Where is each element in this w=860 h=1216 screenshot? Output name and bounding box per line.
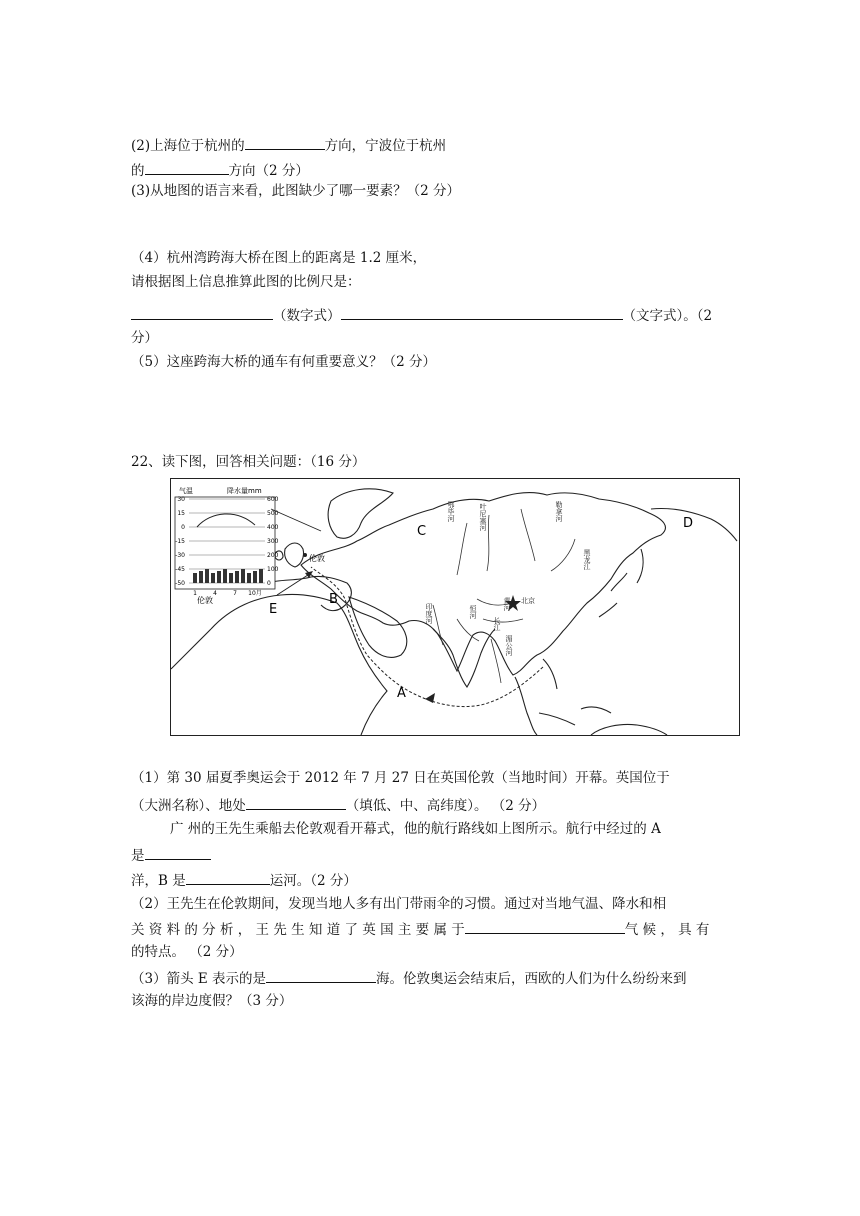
precip-tick-label: 300 (267, 538, 279, 545)
q22-part2-line1: （2）王先生在伦敦期间，发现当地人多有出门带雨伞的习惯。通过对当地气温、降水和相 (131, 896, 667, 912)
q21-part2-text-c: 的 (131, 163, 145, 179)
precip-bar (247, 573, 251, 583)
london-dot (303, 553, 307, 557)
place-label-ob: 鄂毕河 (447, 501, 455, 522)
precip-tick-label: 400 (267, 524, 279, 531)
temp-tick-label: 30 (177, 496, 185, 503)
q22-part1-text-a: （大洲名称）、地处 (131, 798, 246, 814)
q21-part4-numeric-label: （数字式） (273, 308, 341, 324)
answer-blank[interactable] (145, 845, 211, 860)
place-label-indus: 印度河 (425, 603, 433, 624)
rivers (433, 509, 575, 683)
climate-precip-label: 降水量mm (227, 487, 262, 495)
q22-part1-line5 (131, 870, 357, 890)
q21-part2-line1 (131, 135, 446, 155)
q21-part4-line2: 请根据图上信息推算此图的比例尺是： (131, 274, 361, 290)
precip-bar (241, 569, 245, 583)
place-label-mekong: 湄公河 (505, 635, 513, 656)
precip-bar (223, 569, 227, 583)
place-label-huanghe: 黄河 (503, 597, 511, 611)
label-letter-a: A (397, 686, 406, 701)
precip-tick-label: 0 (267, 580, 271, 587)
temp-tick-label: -45 (175, 566, 185, 573)
q21-part2-text-b: 方向，宁波位于杭州 (324, 138, 447, 154)
q22-part1-line4 (131, 845, 211, 865)
q21-part5: （5）这座跨海大桥的通车有何重要意义？（2 分） (131, 354, 436, 370)
climate-temp-label: 气温 (179, 487, 193, 495)
place-label-ganges: 恒河 (469, 605, 477, 619)
answer-blank[interactable] (246, 795, 346, 810)
precip-bar (253, 571, 257, 583)
answer-blank[interactable] (465, 919, 625, 934)
q22-part1-line3: 广 州的王先生乘船去伦敦观看开幕式，他的航行路线如上图所示。航行中经过的 A (170, 821, 661, 837)
q22-part3-line1 (131, 968, 687, 988)
q22-part1-text-d: 洋，B 是 (131, 873, 186, 889)
precip-bar (211, 573, 215, 583)
month-tick-label: 10月 (248, 590, 262, 597)
q21-part4-line4: 分） (131, 330, 158, 346)
temp-tick-label: -30 (175, 552, 185, 559)
precip-bar (217, 571, 221, 583)
answer-blank[interactable] (266, 968, 376, 983)
temp-tick-label: 0 (181, 524, 185, 531)
label-letter-c: C (417, 524, 427, 539)
london-map-label: 伦敦 (309, 554, 325, 563)
place-label-beijing: 北京 (521, 597, 535, 605)
place-label-lena: 勒拿河 (555, 501, 563, 522)
place-label-changjiang: 长江 (493, 617, 501, 631)
q21-part2-text-d: 方向（2 分） (228, 163, 309, 179)
precip-bar (199, 571, 203, 583)
label-letter-b: B (329, 592, 338, 607)
q21-part4-line3 (131, 305, 712, 325)
precip-bar (259, 569, 263, 583)
month-tick-label: 7 (233, 590, 237, 597)
month-tick-label: 1 (193, 590, 197, 597)
q22-part3-line2: 该海的岸边度假？（3 分） (131, 993, 293, 1009)
precip-tick-label: 500 (267, 510, 279, 517)
precip-bar (229, 573, 233, 583)
precip-bar (235, 571, 239, 583)
label-letter-e: E (269, 602, 278, 617)
map-svg (171, 479, 739, 735)
q22-part1-text-b: （填低、中、高纬度）。 （2 分） (345, 798, 546, 814)
label-letter-d: D (683, 516, 694, 531)
precip-tick-label: 600 (267, 496, 279, 503)
temp-tick-label: 15 (177, 510, 185, 517)
precip-tick-label: 200 (267, 552, 279, 559)
q21-part4-line1: （4）杭州湾跨海大桥在图上的距离是 1.2 厘米， (131, 250, 427, 266)
q22-part2-text-a: 关 资 料 的 分 析 ， 王 先 生 知 道 了 英 国 主 要 属 于 (131, 922, 465, 938)
precip-tick-label: 100 (267, 566, 279, 573)
q22-part1-text-c: 是 (131, 848, 145, 864)
answer-blank[interactable] (131, 305, 273, 320)
q22-part2-text-b: 气 候 ， 具 有 (624, 922, 710, 938)
q22-part1-line2 (131, 795, 545, 815)
q22-title: 22、读下图，回答相关问题：（16 分） (131, 454, 366, 470)
q22-part2-line3: 的特点。 （2 分） (131, 944, 243, 960)
q22-part1-text-e: 运河。（2 分） (269, 873, 357, 889)
world-map-figure (170, 478, 740, 736)
place-label-amur: 黑龙江 (583, 549, 591, 570)
q22-part3-text-b: 海。伦敦奥运会结束后，西欧的人们为什么纷纷来到 (376, 971, 687, 987)
answer-blank[interactable] (145, 160, 229, 175)
pointer-line (271, 509, 321, 531)
precip-bar (193, 573, 197, 583)
place-label-yenisei: 叶尼塞河 (479, 503, 487, 531)
q21-part2-text-a: (2)上海位于杭州的 (131, 138, 245, 154)
answer-blank[interactable] (186, 870, 270, 885)
temp-tick-label: -15 (175, 538, 185, 545)
q21-part3: (3)从地图的语言来看，此图缺少了哪一要素？（2 分） (131, 183, 461, 199)
q21-part4-verbal-label: （文字式）。（2 (622, 308, 713, 324)
month-tick-label: 4 (213, 590, 217, 597)
precip-bar (205, 569, 209, 583)
q21-part2-line2 (131, 160, 309, 180)
q22-part1-line1: （1）第 30 届夏季奥运会于 2012 年 7 月 27 日在英国伦敦（当地时间）开幕。英国位于 (131, 770, 670, 786)
climate-chart-inset (175, 486, 279, 605)
temp-tick-label: -50 (175, 580, 185, 587)
climate-city-label: 伦敦 (197, 596, 213, 605)
answer-blank[interactable] (245, 135, 325, 150)
q22-part2-line2 (131, 919, 709, 939)
arrow-e (277, 573, 311, 595)
q22-part3-text-a: （3）箭头 E 表示的是 (131, 971, 267, 987)
answer-blank[interactable] (341, 305, 623, 320)
